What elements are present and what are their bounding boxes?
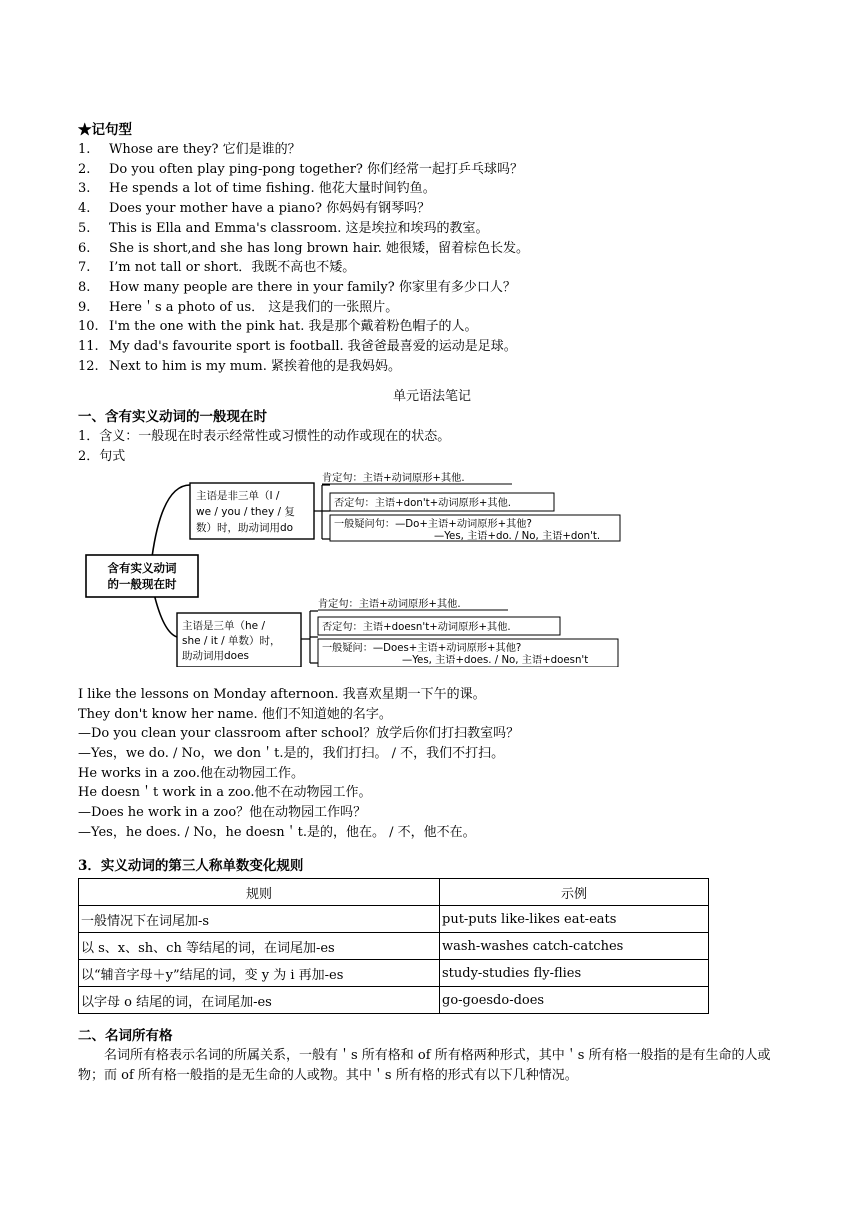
top-condition-3: 数）时，助动词用do [196,521,294,534]
sentence-item [78,199,786,219]
sentence-text: Next to him is my mum. 紧挨着他的是我妈妈。 [109,358,401,374]
rule-cell: 以字母 o 结尾的词，在词尾加-es [79,987,440,1014]
table-row [79,960,709,987]
sentence-item [78,179,786,199]
section-three-heading: 3．实义动词的第三人称单数变化规则 [78,858,304,875]
example-cell: put-puts like-likes eat-eats [440,906,709,933]
meaning-line: 1．含义：一般现在时表示经常性或习惯性的动作或现在的状态。 [78,429,451,445]
sentence-item [78,219,786,239]
section-one-heading: 一、含有实义动词的一般现在时 [78,409,267,426]
sentence-text: My dad's favourite sport is football. 我爸爸最喜爱的运动是足球。 [109,339,517,355]
sentences-heading: ★记句型 [78,122,132,138]
sentence-text: Does your mother have a piano? 你妈妈有钢琴吗？ [109,201,431,217]
top-affirmative: 肯定句：主语+动词原形+其他. [322,472,465,484]
top-question: 一般疑问句：—Do+主语+动词原形+其他? [334,518,532,530]
root-line-2: 的一般现在时 [107,576,177,591]
bottom-condition-1: 主语是三单（he / [182,619,265,632]
sentence-text: Whose are they? 它们是谁的？ [109,142,301,157]
column-header-example: 示例 [440,879,709,906]
example-line: —Does he work in a zoo？他在动物园工作吗？ [78,805,367,821]
top-condition-1: 主语是非三单（I / [196,489,280,502]
sentence-text: How many people are there in your family? 你家里有多少口人？ [109,279,516,295]
sentence-text: She is short,and she has long brown hair. 她很矮，留着棕色长发。 [109,240,530,256]
top-answer: —Yes, 主语+do. / No, 主语+don't. [434,530,601,542]
rule-cell: 以 s、x、sh、ch 等结尾的词，在词尾加-es [79,933,440,960]
sentence-item [78,239,786,259]
example-line: —Yes，he does. / No，he doesn＇t.是的，他在。 / 不，他不在。 [78,824,476,840]
unit-title: 单元语法笔记 [392,389,471,405]
column-header-rule: 规则 [79,879,440,906]
example-line: I like the lessons on Monday afternoon. 我喜欢星期一下午的课。 [78,686,486,702]
bottom-affirmative: 肯定句：主语+动词原形+其他. [318,598,461,610]
sentence-item [78,317,786,337]
bottom-negative: 否定句：主语+doesn't+动词原形+其他. [322,621,511,633]
bottom-condition-3: 助动词用does [182,649,250,662]
sentence-text: I’m not tall or short．我既不高也不矮。 [109,260,356,276]
sentence-number: 12. [78,358,99,374]
sentence-number: 6. [78,240,91,256]
document-page [78,120,786,1086]
sentence-item [78,160,786,180]
rule-cell: 一般情况下在词尾加-s [79,906,440,933]
bottom-answer: —Yes, 主语+does. / No, 主语+doesn't [402,654,589,666]
sentence-number: 2. [78,161,91,177]
sentence-number: 7. [78,260,91,276]
sentence-list [78,140,786,376]
rules-table [78,878,709,1014]
example-sentences [78,685,786,843]
sentence-text: I'm the one with the pink hat. 我是那个戴着粉色帽子的人。 [109,319,478,335]
sentence-item [78,258,786,278]
top-negative: 否定句：主语+don't+动词原形+其他. [334,497,512,509]
root-line-1: 含有实义动词 [107,560,177,575]
rule-cell: 以“辅音字母＋y”结尾的词，变 y 为 i 再加-es [79,960,440,987]
table-header-row [79,879,709,906]
curve-top [152,485,190,557]
sentence-item [78,140,786,160]
example-line: —Yes，we do. / No，we don＇t.是的，我们打扫。 / 不，我们不打扫。 [78,745,505,761]
bottom-condition-2: she / it / 单数）时， [182,634,281,647]
sentence-text: This is Ella and Emma's classroom. 这是埃拉和埃玛的教室。 [109,220,489,236]
sentence-number: 1. [78,142,91,157]
example-line: He works in a zoo.他在动物园工作。 [78,765,304,781]
sentence-item [78,357,786,377]
top-bracket [314,485,330,539]
bottom-bracket [301,611,318,663]
sentence-item [78,298,786,318]
sentence-number: 8. [78,279,91,295]
sentence-number: 3. [78,181,91,197]
sentence-number: 9. [78,299,91,315]
example-line: They don't know her name. 他们不知道她的名字。 [78,706,392,722]
sentence-item [78,278,786,298]
sentence-number: 5. [78,220,91,236]
example-cell: wash-washes catch-catches [440,933,709,960]
table-row [79,933,709,960]
sentence-number: 11. [78,339,99,355]
section-two-heading: 二、名词所有格 [78,1028,173,1045]
table-row [79,987,709,1014]
sentence-number: 10. [78,319,99,335]
sentence-text: He spends a lot of time fishing. 他花大量时间钓鱼。 [109,181,436,197]
possessive-paragraph: 名词所有格表示名词的所属关系，一般有＇s 所有格和 of 所有格两种形式，其中＇s 所有格一般指的是有生命的人或物；而 of 所有格一般指的是无生命的人或物。其中＇s 所有格的形式有以下几种情况。 [78,1048,771,1084]
grammar-diagram [82,467,632,667]
table-row [79,906,709,933]
example-line: He doesn＇t work in a zoo.他不在动物园工作。 [78,785,372,801]
example-line: —Do you clean your classroom after school？放学后你们打扫教室吗？ [78,726,520,742]
example-cell: study-studies fly-flies [440,960,709,987]
sentence-number: 4. [78,201,91,217]
sentence-text: Here＇s a photo of us． 这是我们的一张照片。 [109,299,399,315]
top-condition-2: we / you / they / 复 [196,505,295,518]
sentence-text: Do you often play ping-pong together? 你们经常一起打乒乓球吗？ [109,161,524,177]
form-label: 2．句式 [78,449,126,465]
diagram-svg [82,467,632,667]
sentence-item [78,337,786,357]
bottom-question: 一般疑问：—Does+主语+动词原形+其他? [322,642,522,654]
example-cell: go-goesdo-does [440,987,709,1014]
